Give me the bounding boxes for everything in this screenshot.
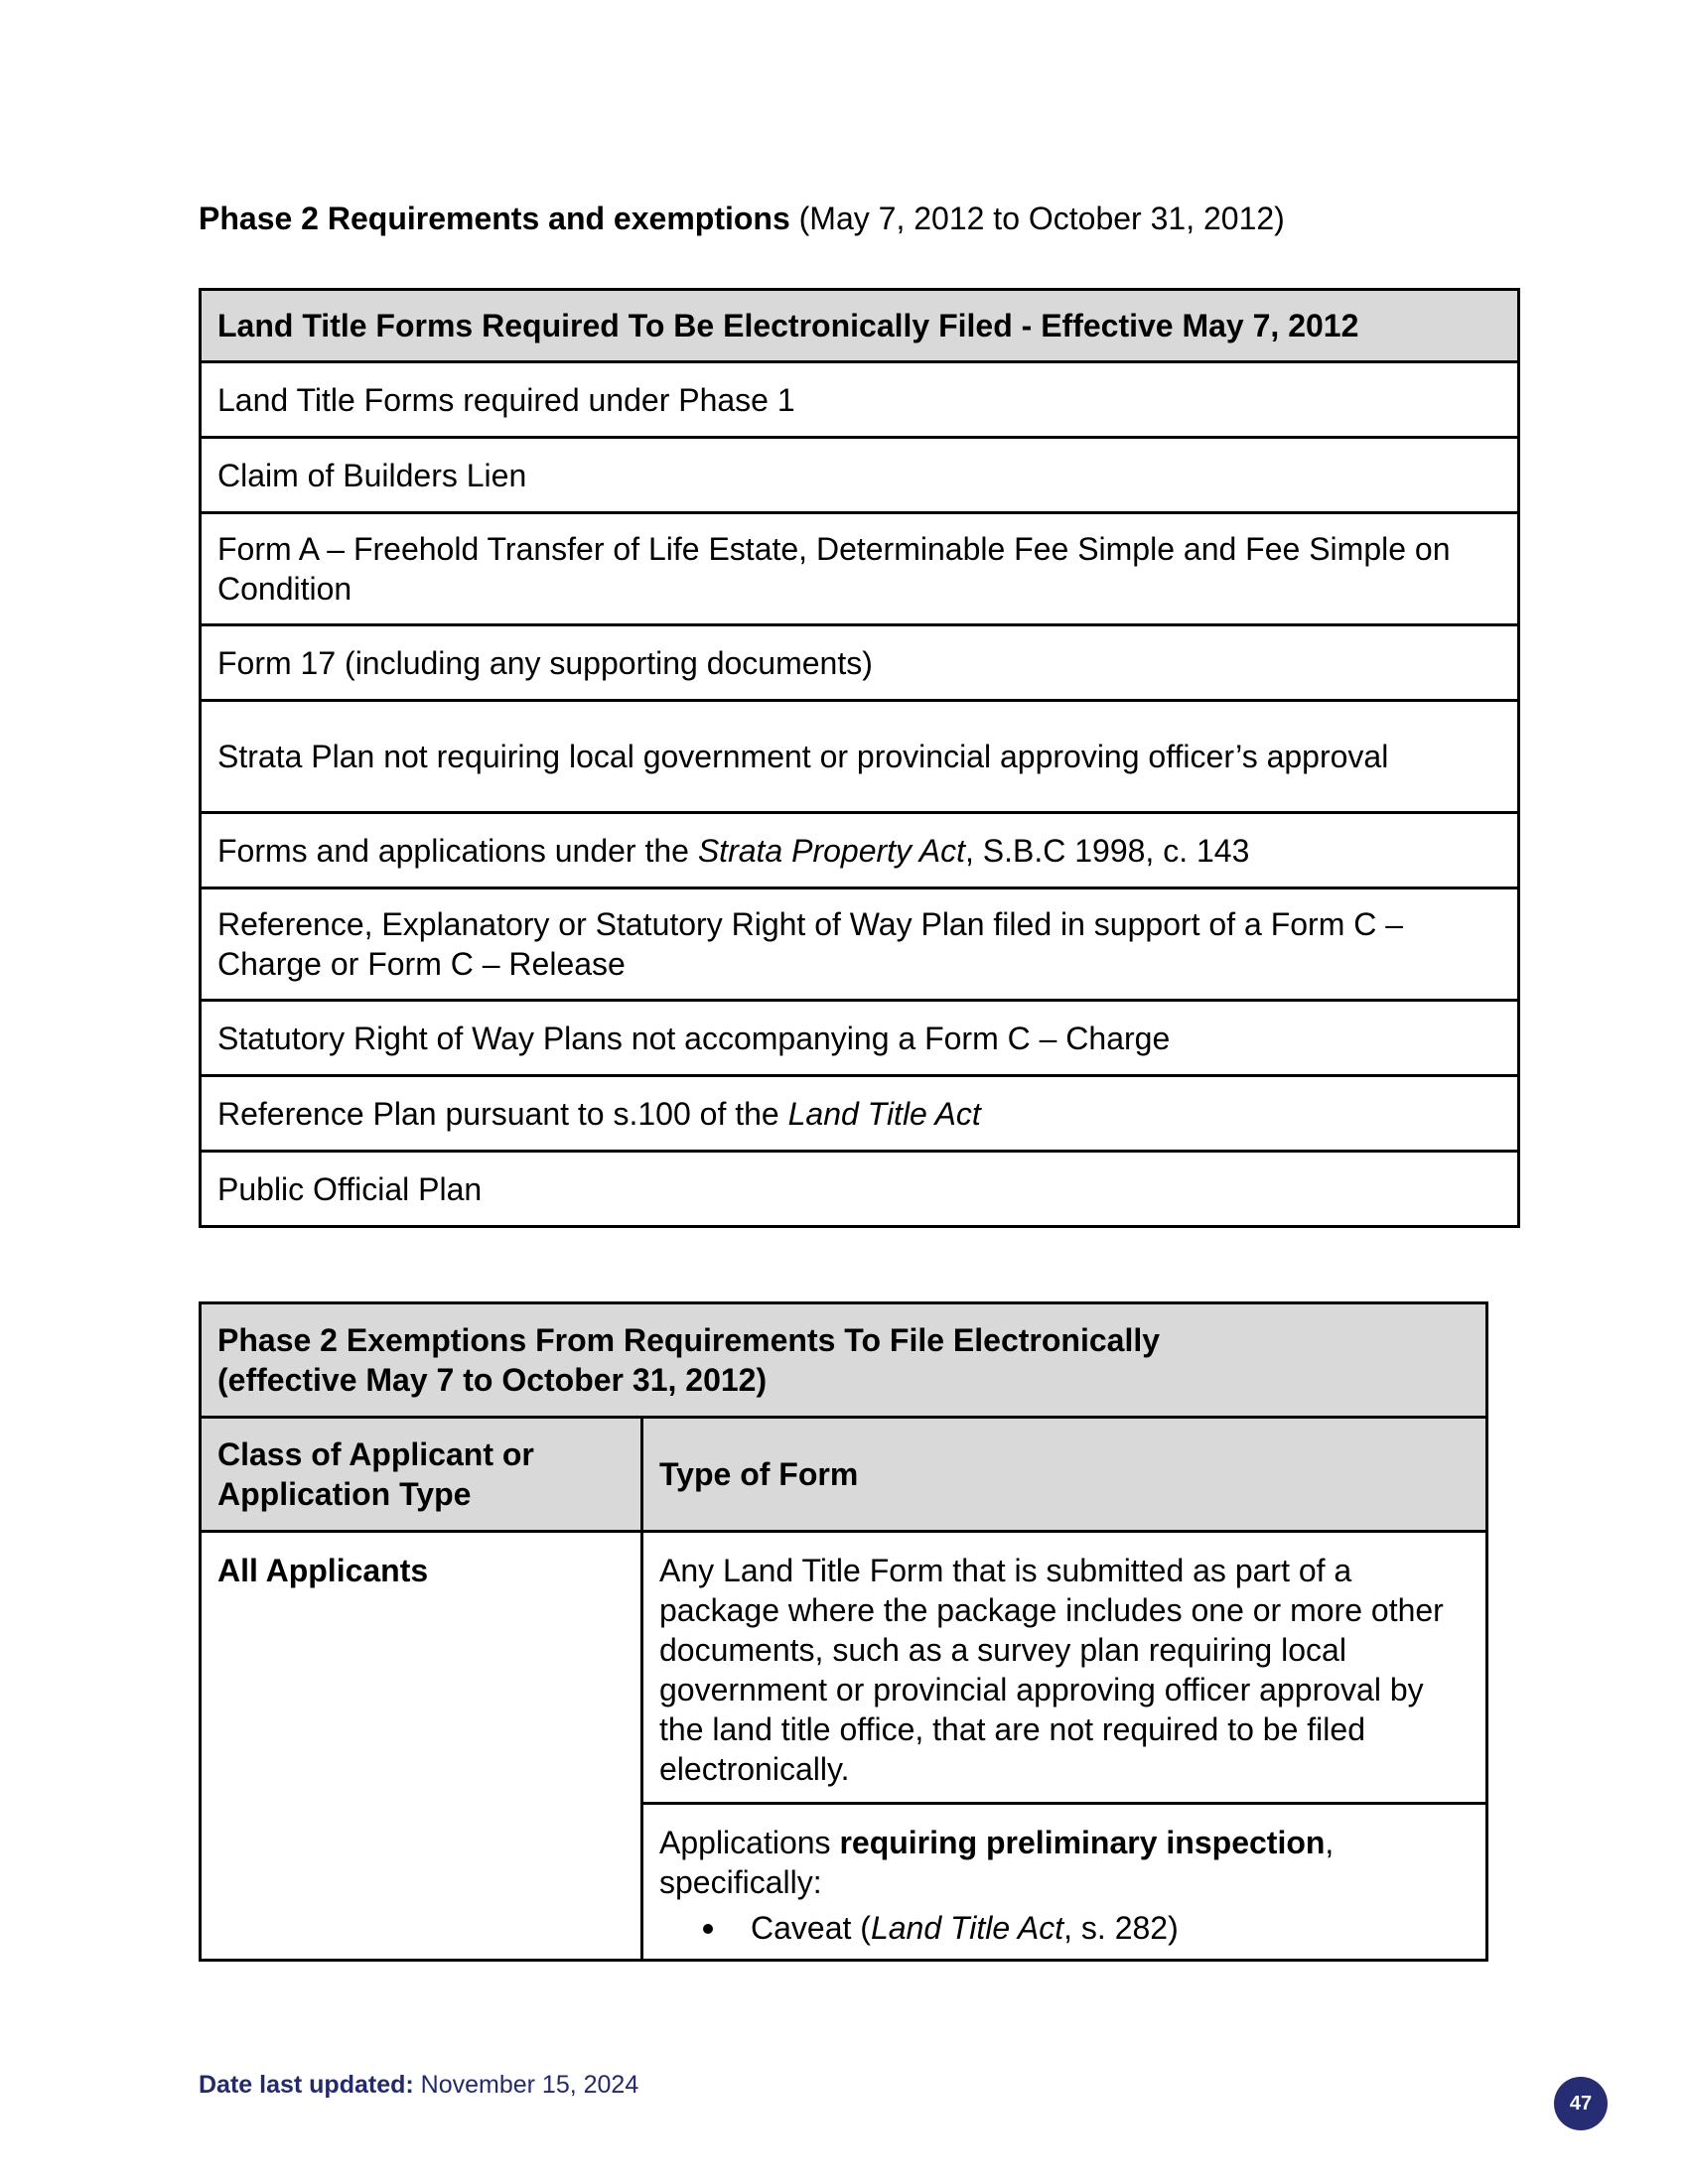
table-row bbox=[201, 888, 1519, 1001]
act-name: Land Title Act bbox=[787, 1095, 981, 1132]
table-cell: Claim of Builders Lien bbox=[201, 438, 1519, 513]
table-cell: Form 17 (including any supporting documents) bbox=[201, 625, 1519, 701]
form-type-cell: Any Land Title Form that is submitted as part of a package where the package includes one or more other documents, such as a survey plan requiring local government or provincial approving officer approval by the land title office, that are not required to be filed electronically. bbox=[642, 1532, 1487, 1804]
cell-text: Applications bbox=[659, 1825, 840, 1860]
form-type-cell bbox=[642, 1804, 1487, 1961]
list-item bbox=[703, 1908, 1470, 1948]
cell-text: Reference Plan pursuant to s.100 of the bbox=[217, 1095, 788, 1132]
heading-date-range: (May 7, 2012 to October 31, 2012) bbox=[789, 201, 1285, 236]
table-row bbox=[201, 438, 1519, 513]
exemptions-title-line1: Phase 2 Exemptions From Requirements To File Electronically bbox=[217, 1322, 1161, 1358]
exemptions-title-line2: (effective May 7 to October 31, 2012) bbox=[217, 1362, 768, 1398]
exemptions-title bbox=[201, 1303, 1487, 1418]
bullet-icon bbox=[703, 1924, 713, 1934]
table-cell: Strata Plan not requiring local government or provincial approving officer’s approval bbox=[201, 701, 1519, 813]
applicant-class-cell: All Applicants bbox=[201, 1532, 642, 1961]
table-header-row bbox=[201, 290, 1519, 362]
exemptions-table bbox=[199, 1301, 1488, 1962]
table-row bbox=[201, 813, 1519, 888]
cell-text: Caveat ( bbox=[751, 1910, 871, 1946]
emphasis-text: requiring preliminary inspection bbox=[839, 1825, 1326, 1860]
table-title-row bbox=[201, 1303, 1487, 1418]
required-forms-table bbox=[199, 288, 1520, 1228]
act-name: Land Title Act bbox=[870, 1910, 1064, 1946]
page-heading bbox=[199, 197, 1285, 240]
table-cell: Public Official Plan bbox=[201, 1152, 1519, 1227]
column-header-class: Class of Applicant or Application Type bbox=[201, 1418, 642, 1532]
table-row bbox=[201, 513, 1519, 625]
table-row bbox=[201, 1076, 1519, 1152]
footer-date-value: November 15, 2024 bbox=[413, 2071, 639, 2099]
table-cell: Form A – Freehold Transfer of Life Estate, Determinable Fee Simple and Fee Simple on Condition bbox=[201, 513, 1519, 625]
table-cell bbox=[201, 813, 1519, 888]
footer-date-label: Date last updated: bbox=[199, 2071, 414, 2099]
table-cell: Land Title Forms required under Phase 1 bbox=[201, 362, 1519, 438]
page-number-badge: 47 bbox=[1554, 2077, 1608, 2130]
cell-text: , S.B.C 1998, c. 143 bbox=[964, 832, 1250, 869]
required-forms-header: Land Title Forms Required To Be Electronically Filed - Effective May 7, 2012 bbox=[201, 290, 1519, 362]
cell-text: , specifically: bbox=[659, 1825, 1335, 1900]
table-row bbox=[201, 701, 1519, 813]
heading-bold: Phase 2 Requirements and exemptions bbox=[199, 201, 790, 236]
table-row bbox=[201, 1001, 1519, 1076]
footer-date bbox=[199, 2071, 638, 2100]
cell-text: , s. 282) bbox=[1063, 1910, 1179, 1946]
table-header-row bbox=[201, 1418, 1487, 1532]
table-row bbox=[201, 1532, 1487, 1804]
table-row bbox=[201, 625, 1519, 701]
table-row bbox=[201, 1152, 1519, 1227]
cell-text: Forms and applications under the bbox=[217, 832, 698, 869]
table-row bbox=[201, 362, 1519, 438]
bullet-list bbox=[659, 1908, 1470, 1948]
column-header-type: Type of Form bbox=[642, 1418, 1487, 1532]
table-cell: Statutory Right of Way Plans not accompanying a Form C – Charge bbox=[201, 1001, 1519, 1076]
table-cell bbox=[201, 1076, 1519, 1152]
act-name: Strata Property Act bbox=[697, 832, 965, 869]
table-cell: Reference, Explanatory or Statutory Right of Way Plan filed in support of a Form C – Charge or Form C – Release bbox=[201, 888, 1519, 1001]
